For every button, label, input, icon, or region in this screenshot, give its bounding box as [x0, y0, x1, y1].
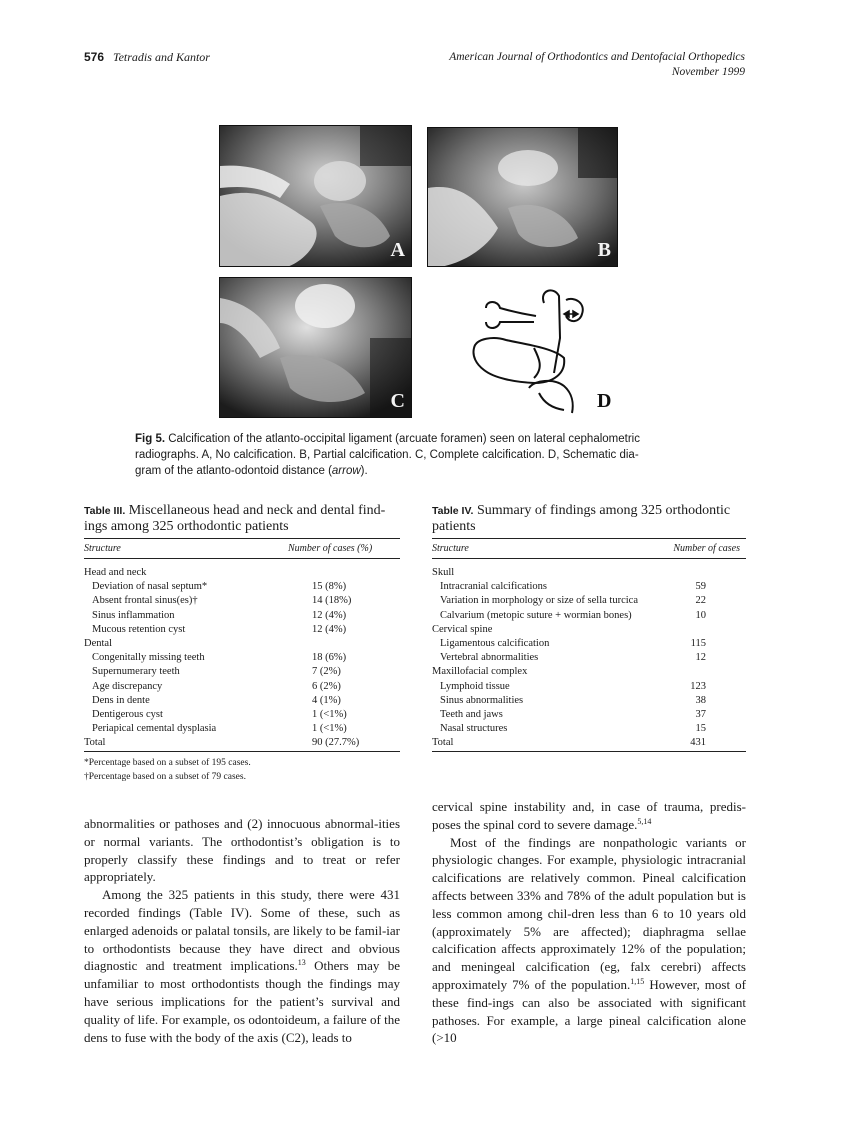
table-cell-structure: Maxillofacial complex: [432, 666, 528, 678]
table-row: [84, 580, 400, 594]
table-cell-structure: Dental: [84, 637, 112, 649]
table-iii-body: [84, 566, 400, 750]
citation-5-14: 5,14: [637, 816, 652, 826]
schematic-dens-line: [534, 348, 540, 378]
table-cell-structure: Age discrepancy: [92, 680, 163, 692]
table-row: [84, 594, 400, 608]
table-iii-footnotes: [84, 756, 400, 784]
table-cell-cases: 90 (27.7%): [312, 737, 360, 749]
table-iii-col-cases: Number of cases (%): [288, 543, 373, 554]
table-row: [84, 651, 400, 665]
table-cell-cases: 1 (<1%): [312, 723, 347, 735]
left-paragraph-1: abnormalities or pathoses and (2) innocuous abnormal-ities or normal variants. The orthodontist’s obligation is to properly classify these findings and to treat or refer appropriately.: [84, 816, 400, 885]
panel-label-d: D: [597, 390, 612, 412]
table-cell-cases: 12 (4%): [312, 623, 347, 635]
table-cell-structure: Periapical cemental dysplasia: [92, 723, 217, 735]
right-paragraph-2-part-b: However, most of these find-ings can also be associated with significant pathoses. For example, a large pineal calcification alone (>10: [432, 976, 746, 1046]
table-iii-title: [84, 503, 400, 534]
schematic-c3-outline: [539, 393, 564, 410]
table-cell-structure: Skull: [432, 567, 455, 578]
table-iii-footnote-2: †Percentage based on a subset of 79 cases.: [84, 772, 246, 783]
table-iv-label: Table IV.: [432, 505, 474, 517]
running-header-right: [385, 50, 745, 80]
table-iii: [84, 503, 400, 784]
right-paragraph-1-text: cervical spine instability and, in case of trauma, predis-poses the spinal cord to severe damage.: [432, 799, 746, 832]
table-iv-bottom-rule: [432, 751, 746, 752]
schematic-occiput-outline: [486, 302, 536, 316]
table-cell-structure: Head and neck: [84, 567, 147, 578]
table-iv-title-line2: patients: [432, 519, 476, 534]
table-row: [432, 736, 746, 750]
citation-13: 13: [297, 958, 306, 968]
figure-caption: [135, 431, 725, 479]
schematic-atlas-ring: [566, 299, 583, 321]
table-cell-cases: 22: [695, 595, 706, 607]
panel-label-b: B: [597, 239, 611, 261]
table-row: [432, 637, 746, 651]
right-paragraph-2-part-a: Most of the findings are nonpathologic variants or physiologic changes. For example, physiologic intracranial calcifications are relatively common. Pineal calcification affects between 33% and 78% of the adult population but is less common among chil-dren less than 6 to 10 years old (approximately 5% are affected); diaphragma sellae calcification affects approximately 12% of the population; and meningeal calcification (eg, falx cerebri) affects approximately 7% of the population.: [432, 834, 746, 992]
table-cell-cases: 59: [695, 581, 706, 593]
schematic-occiput-lower: [486, 322, 534, 328]
table-iii-label: Table III.: [84, 505, 126, 517]
table-cell-structure: Supernumerary teeth: [92, 666, 180, 678]
caption-line-3b: arrow: [331, 465, 361, 477]
panel-label-a: A: [390, 239, 405, 261]
radiograph-c-image: [220, 278, 412, 418]
right-paragraph-2: [432, 834, 746, 1048]
table-row: [432, 580, 746, 594]
table-cell-structure: Calvarium (metopic suture + wormian bones): [440, 609, 632, 621]
table-row: [84, 623, 400, 637]
radiograph-a-image: [220, 126, 412, 267]
table-cell-structure: Total: [84, 737, 106, 749]
table-iv-title-line1: Summary of findings among 325 orthodontic: [476, 503, 731, 518]
table-iii-title-line2: ings among 325 orthodontic patients: [84, 519, 289, 534]
radiograph-panel-a: [219, 125, 412, 267]
radiograph-b-image: [428, 128, 618, 267]
table-row: [84, 637, 400, 651]
caption-line-1: Calcification of the atlanto-occipital ligament (arcuate foramen) seen on lateral cephalometric: [168, 433, 640, 445]
table-cell-structure: Mucous retention cyst: [92, 623, 186, 635]
caption-prefix: Fig 5.: [135, 433, 166, 445]
table-iv-col-structure: Structure: [432, 543, 469, 554]
table-cell-structure: Nasal structures: [440, 723, 508, 735]
table-row: [432, 609, 746, 623]
table-iii-title-line1: Miscellaneous head and neck and dental find-: [128, 503, 386, 518]
table-cell-cases: 15: [695, 723, 706, 735]
panel-label-c: C: [390, 390, 405, 412]
table-iv: [432, 503, 746, 752]
table-row: [432, 665, 746, 679]
schematic-axis-body: [473, 338, 564, 383]
table-cell-structure: Absent frontal sinus(es)†: [92, 595, 198, 607]
table-iv-header-rule: [432, 558, 746, 559]
table-row: [432, 694, 746, 708]
left-paragraph-2: [84, 886, 400, 1046]
table-row: [432, 623, 746, 637]
table-cell-structure: Variation in morphology or size of sella turcica: [440, 595, 638, 607]
table-cell-cases: 6 (2%): [312, 680, 341, 692]
table-row: [84, 609, 400, 623]
table-cell-structure: Teeth and jaws: [440, 708, 503, 720]
table-row: [84, 736, 400, 750]
table-cell-cases: 14 (18%): [312, 595, 352, 607]
schematic-panel-d: [414, 278, 614, 418]
table-cell-structure: Deviation of nasal septum*: [92, 581, 208, 593]
table-row: [432, 708, 746, 722]
table-row: [84, 708, 400, 722]
table-cell-cases: 10: [695, 609, 706, 621]
caption-line-3a: gram of the atlanto-odontoid distance (: [135, 465, 332, 477]
table-cell-structure: Sinus abnormalities: [440, 694, 524, 706]
table-row: [432, 722, 746, 736]
radiograph-panel-c: [219, 277, 412, 418]
table-cell-structure: Lymphoid tissue: [440, 680, 510, 692]
issue-date: November 1999: [671, 66, 745, 78]
table-row: [432, 680, 746, 694]
table-row: [84, 566, 400, 580]
table-cell-cases: 15 (8%): [312, 581, 347, 593]
table-cell-cases: 12: [695, 652, 706, 664]
running-header-left: [84, 50, 210, 65]
table-cell-structure: Intracranial calcifications: [440, 581, 547, 593]
table-cell-cases: 431: [690, 737, 706, 749]
table-iii-footnote-1: *Percentage based on a subset of 195 cases.: [84, 758, 251, 769]
table-iii-bottom-rule: [84, 751, 400, 752]
table-iii-header-rule: [84, 558, 400, 559]
left-paragraph-2-part-b: Others may be unfamiliar to most orthodontists though the findings may have serious implications for the patient’s survival and quality of life. For example, os odontoideum, a failure of the dens to fuse with the body of the axis (C2), leads to: [84, 958, 400, 1045]
caption-line-3c: ).: [360, 465, 368, 477]
table-cell-cases: 12 (4%): [312, 609, 347, 621]
arrow-head-right: [573, 311, 578, 317]
table-cell-structure: Ligamentous calcification: [440, 637, 550, 649]
running-authors: Tetradis and Kantor: [113, 50, 210, 64]
table-row: [432, 594, 746, 608]
table-row: [84, 665, 400, 679]
table-iii-column-headers: [84, 539, 400, 558]
journal-title: American Journal of Orthodontics and Dentofacial Orthopedics: [449, 51, 745, 63]
table-cell-structure: Dentigerous cyst: [92, 708, 163, 720]
table-cell-structure: Sinus inflammation: [92, 609, 175, 621]
table-iv-column-headers: [432, 539, 746, 558]
table-cell-structure: Congenitally missing teeth: [92, 652, 205, 664]
body-column-left: [84, 815, 400, 1046]
table-cell-cases: 37: [695, 708, 706, 720]
body-column-right: [432, 798, 746, 1047]
table-cell-structure: Dens in dente: [92, 694, 150, 706]
schematic-dens-outline: [543, 290, 560, 373]
citation-1-15: 1,15: [630, 976, 645, 986]
table-row: [84, 722, 400, 736]
table-row: [84, 694, 400, 708]
page-number: 576: [84, 50, 105, 64]
table-row: [84, 680, 400, 694]
right-paragraph-1: [432, 798, 746, 834]
table-cell-cases: 38: [695, 694, 706, 706]
table-iv-title: [432, 503, 746, 534]
table-iii-col-structure: Structure: [84, 543, 121, 554]
table-iv-col-cases: Number of cases: [673, 543, 740, 554]
table-cell-structure: Cervical spine: [432, 623, 493, 635]
table-row: [432, 566, 746, 580]
left-paragraph-2-part-a: Among the 325 patients in this study, there were 431 recorded findings (Table IV). Some of these, such as enlarged adenoids or palatal tonsils, are likely to be famil-iar to orthodontists because they have direct and obvious diagnostic and treatment implications.: [84, 887, 400, 974]
table-cell-cases: 18 (6%): [312, 652, 347, 664]
table-cell-structure: Total: [432, 737, 454, 749]
atlanto-odontoid-schematic: [414, 278, 614, 418]
arrow-head-left: [564, 311, 569, 317]
table-iv-body: [432, 566, 746, 750]
table-cell-cases: 1 (<1%): [312, 708, 347, 720]
table-cell-cases: 7 (2%): [312, 666, 341, 678]
table-cell-cases: 115: [690, 637, 706, 649]
caption-line-2: radiographs. A, No calcification. B, Partial calcification. C, Complete calcification. D, Schematic dia-: [135, 449, 639, 461]
schematic-c2-lower: [529, 381, 573, 413]
table-cell-cases: 4 (1%): [312, 694, 341, 706]
table-row: [432, 651, 746, 665]
table-cell-cases: 123: [690, 680, 706, 692]
radiograph-panel-b: [427, 127, 618, 267]
table-cell-structure: Vertebral abnormalities: [440, 652, 539, 664]
